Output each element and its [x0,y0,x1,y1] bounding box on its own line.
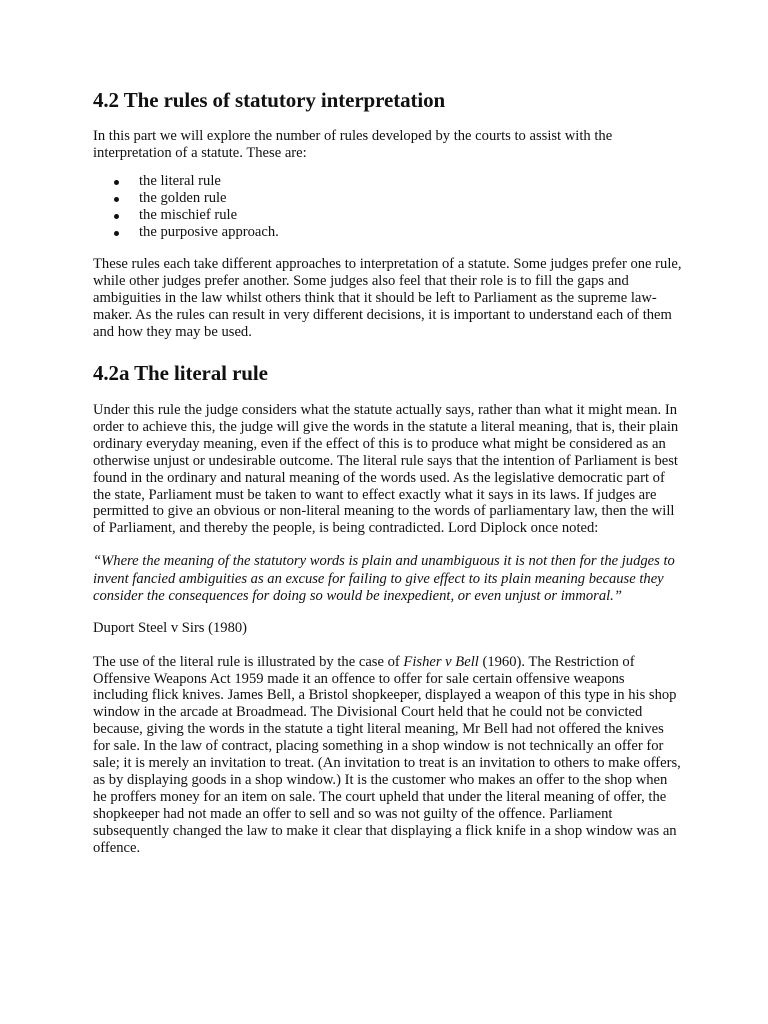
list-item [93,173,683,190]
bullet-icon [114,197,119,202]
quote-citation: Duport Steel v Sirs (1980) [93,619,248,636]
approaches-paragraph: These rules each take different approaches to interpretation of a statute. Some judges prefer one rule, while other judges prefer another. Some judges also feel that their role is to fill the gaps and ambiguities in the law whilst others think that it should be left to Parliament as the supreme law-maker. As the rules can result in very different decisions, it is important to understand each of them and how they may be used. [93,256,682,341]
list-item-label: the golden rule [139,189,227,206]
rules-list [93,173,683,241]
list-item-label: the purposive approach. [139,223,279,240]
list-item-label: the mischief rule [139,206,238,223]
bullet-icon [114,180,119,185]
case-intro-text: The use of the literal rule is illustrated by the case of [93,653,404,670]
diplock-quote: “Where the meaning of the statutory words is plain and unambiguous it is not then for the judges to invent fancied ambiguities as an excuse for failing to give effect to its plain meaning because they consider the consequences for doing so would be inexpedient, or even unjust or immoral.” [93,553,675,605]
intro-paragraph: In this part we will explore the number of rules developed by the courts to assist with the interpretation of a statute. These are: [93,128,613,161]
list-item-label: the literal rule [139,172,221,189]
subsection-heading: 4.2a The literal rule [93,360,268,385]
fisher-v-bell-paragraph [93,654,683,857]
bullet-icon [114,214,119,219]
section-heading: 4.2 The rules of statutory interpretation [93,88,446,112]
list-item [93,207,683,224]
list-item [93,190,683,207]
case-body-text: (1960). The Restriction of Offensive Weapons Act 1959 made it an offence to offer for sale certain offensive weapons including flick knives. James Bell, a Bristol shopkeeper, displayed a weapon of this type in his shop window in the arcade at Broadmead. The Divisional Court held that he could not be convicted because, giving the words in the statute a tight literal meaning, Mr Bell had not offered the knives for sale. In the law of contract, placing something in a shop window is not technically an offer for sale; it is merely an invitation to treat. (An invitation to treat is an invitation to others to make offers, as by displaying goods in a shop window.) It is the customer who makes an offer to the shop when he proffers money for an item on sale. The court upheld that under the literal meaning of offer, the shopkeeper had not made an offer to sell and so was not guilty of the offence. Parliament subsequently changed the law to make it clear that displaying a flick knife in a shop window was an offence. [93,653,681,856]
literal-rule-paragraph: Under this rule the judge considers what the statute actually says, rather than what it might mean. In order to achieve this, the judge will give the words in the statute a literal meaning, that is, their plain ordinary everyday meaning, even if the effect of this is to produce what might be considered as an otherwise unjust or undesirable outcome. The literal rule says that the intention of Parliament is best found in the ordinary and natural meaning of the words used. As the legislative democratic part of the state, Parliament must be taken to want to effect exactly what it says in its laws. If judges are permitted to give an obvious or non-literal meaning to the words of parliamentary law, then the will of Parliament, and thereby the people, is being contradicted. Lord Diplock once noted: [93,401,679,537]
list-item [93,224,683,241]
bullet-icon [114,231,119,236]
case-name: Fisher v Bell [403,653,479,670]
document-page [93,86,683,857]
